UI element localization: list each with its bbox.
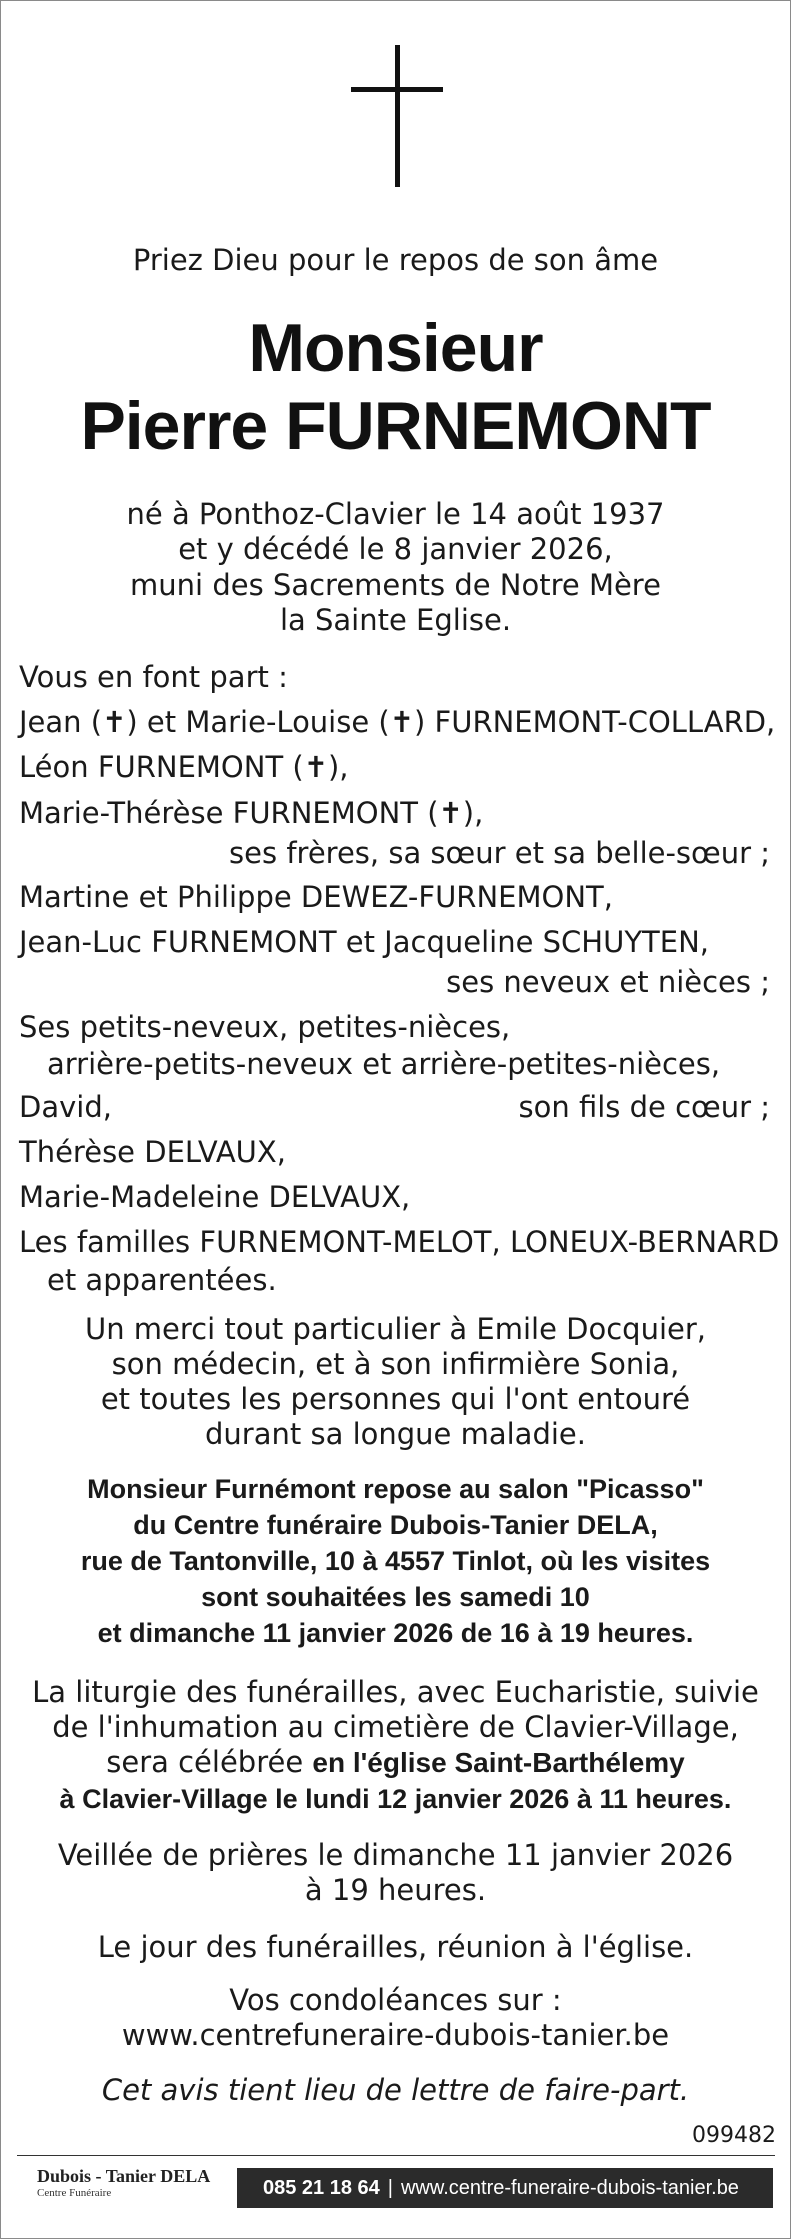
family-line: Ses petits-neveux, petites-nièces, — [19, 1010, 511, 1044]
family-intro: Vous en font part : — [19, 660, 288, 694]
visit-line: Monsieur Furnémont repose au salon "Picasso" — [87, 1474, 704, 1504]
family-line: Jean (✝) et Marie-Louise (✝) FURNEMONT-COLLARD, — [19, 705, 776, 739]
vigil-line: Veillée de prières le dimanche 11 janvier 2026 — [57, 1838, 734, 1872]
family-relation: ses frères, sa sœur et sa belle-sœur ; — [229, 836, 770, 870]
meeting-line: Le jour des funérailles, réunion à l'église. — [97, 1930, 694, 1964]
deceased-name: Pierre FURNEMONT — [80, 388, 711, 464]
family-line: Marie-Thérèse FURNEMONT (✝), — [19, 796, 484, 830]
family-line: Les familles FURNEMONT-MELOT, LONEUX-BERNARD — [19, 1225, 780, 1259]
thanks-line: Un merci tout particulier à Emile Docquier, — [84, 1312, 707, 1346]
logo-name: Dubois - Tanier DELA — [37, 2166, 211, 2186]
birth-line: la Sainte Eglise. — [279, 603, 512, 637]
separator: | — [387, 2176, 393, 2199]
cross-icon — [351, 45, 443, 187]
visit-line: rue de Tantonville, 10 à 4557 Tinlot, où les visites — [80, 1546, 711, 1576]
thanks-line: durant sa longue maladie. — [205, 1417, 586, 1451]
contact-bar — [237, 2168, 773, 2208]
family-line: Thérèse DELVAUX, — [19, 1135, 286, 1169]
birth-line: et y décédé le 8 janvier 2026, — [178, 532, 613, 566]
thanks-line: son médecin, et à son infirmière Sonia, — [111, 1347, 680, 1381]
title-honorific: Monsieur — [248, 310, 543, 386]
liturgy-line: La liturgie des funérailles, avec Eucharistie, suivie — [32, 1675, 759, 1709]
website-link[interactable]: www.centre-funeraire-dubois-tanier.be — [400, 2176, 739, 2199]
family-line: Jean-Luc FURNEMONT et Jacqueline SCHUYTEN, — [19, 925, 709, 959]
birth-line: né à Ponthoz-Clavier le 14 août 1937 — [126, 497, 665, 531]
birth-line: muni des Sacrements de Notre Mère — [130, 568, 661, 602]
liturgy-plain: sera célébrée — [106, 1745, 313, 1779]
family-line: David, — [19, 1090, 112, 1124]
prayer-line: Priez Dieu pour le repos de son âme — [132, 243, 659, 277]
liturgy-church: en l'église Saint-Barthélemy — [312, 1747, 685, 1778]
family-line: arrière-petits-neveux et arrière-petites-nièces, — [47, 1047, 721, 1081]
family-line: Marie-Madeleine DELVAUX, — [19, 1180, 411, 1214]
family-line: et apparentées. — [47, 1263, 277, 1297]
condolences-line: Vos condoléances sur : — [229, 1983, 562, 2017]
family-relation: son fils de cœur ; — [518, 1090, 770, 1124]
visit-line: sont souhaitées les samedi 10 — [201, 1582, 590, 1612]
notice-line: Cet avis tient lieu de lettre de faire-part. — [101, 2073, 690, 2107]
vigil-line: à 19 heures. — [304, 1873, 487, 1907]
logo-subtitle: Centre Funéraire — [37, 2187, 112, 2199]
footer — [17, 2155, 775, 2212]
funeral-home-logo — [37, 2166, 210, 2199]
visit-line: du Centre funéraire Dubois-Tanier DELA, — [133, 1510, 658, 1540]
liturgy-date: à Clavier-Village le lundi 12 janvier 2026 à 11 heures. — [59, 1784, 732, 1814]
condolences-url[interactable]: www.centrefuneraire-dubois-tanier.be — [121, 2018, 670, 2052]
phone-number[interactable]: 085 21 18 64 — [263, 2176, 380, 2199]
family-line: Martine et Philippe DEWEZ-FURNEMONT, — [19, 880, 613, 914]
visit-line: et dimanche 11 janvier 2026 de 16 à 19 heures. — [97, 1618, 694, 1648]
thanks-line: et toutes les personnes qui l'ont entouré — [100, 1382, 691, 1416]
family-line: Léon FURNEMONT (✝), — [19, 750, 349, 784]
liturgy-line: de l'inhumation au cimetière de Clavier-Village, — [52, 1710, 739, 1744]
reference-code: 099482 — [692, 2123, 776, 2148]
liturgy-line — [1, 1746, 790, 1779]
family-relation: ses neveux et nièces ; — [446, 965, 770, 999]
